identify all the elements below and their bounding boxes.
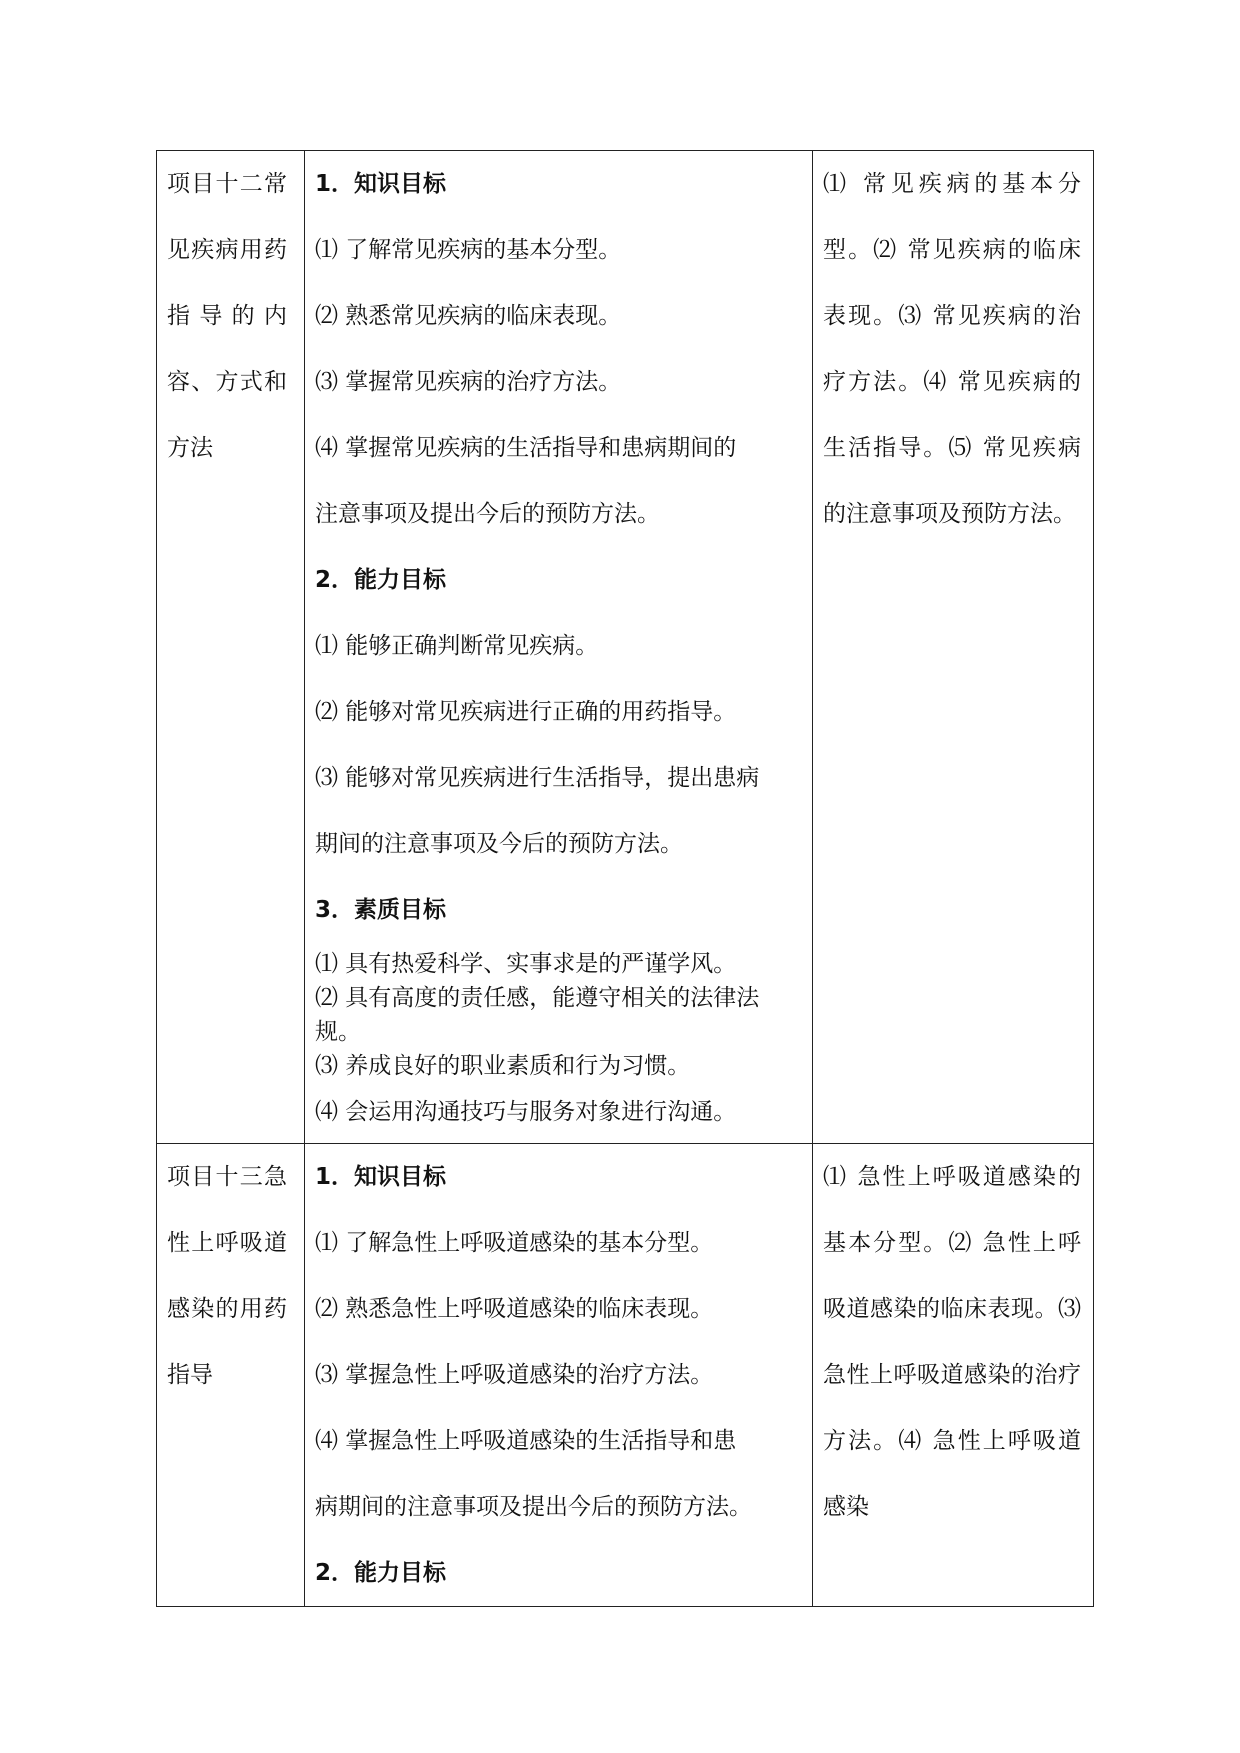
knowledge-heading: 1．知识目标 xyxy=(315,171,447,197)
list-item: ⑵ 熟悉常见疾病的临床表现。 xyxy=(315,303,622,329)
table-row xyxy=(157,151,1094,1144)
list-item: ⑴ 能够正确判断常见疾病。 xyxy=(315,633,599,659)
project-cell xyxy=(157,1144,305,1607)
quality-heading: 3．素质目标 xyxy=(315,897,447,923)
content-cell xyxy=(813,1144,1094,1607)
list-item: 注意事项及提出今后的预防方法。 xyxy=(315,501,660,527)
content-text: ⑴ 常见疾病的基本分型。⑵ 常见疾病的临床表现。⑶ 常见疾病的治疗方法。⑷ 常见疾病的生活指导。⑸ 常见疾病的注意事项及预防方法。 xyxy=(823,171,1081,527)
list-item: ⑵ 具有高度的责任感，能遵守相关的法律法规。 xyxy=(315,985,760,1045)
list-item: 期间的注意事项及今后的预防方法。 xyxy=(315,831,683,857)
project-title: 项目十二常见疾病用药指导的内容、方式和方法 xyxy=(167,171,287,461)
table-row xyxy=(157,1144,1094,1607)
list-item: ⑵ 能够对常见疾病进行正确的用药指导。 xyxy=(315,699,737,725)
project-title: 项目十三急性上呼吸道感染的用药指导 xyxy=(167,1164,287,1388)
quality-list xyxy=(315,943,802,1137)
ability-heading: 2．能力目标 xyxy=(315,1560,447,1586)
list-item: ⑵ 熟悉急性上呼吸道感染的临床表现。 xyxy=(315,1296,714,1322)
knowledge-heading: 1．知识目标 xyxy=(315,1164,447,1190)
list-item: ⑷ 会运用沟通技巧与服务对象进行沟通。 xyxy=(315,1099,737,1125)
content-cell xyxy=(813,151,1094,1144)
objectives-cell xyxy=(305,151,813,1144)
list-item: ⑷ 掌握常见疾病的生活指导和患病期间的 xyxy=(315,435,737,461)
curriculum-table xyxy=(156,150,1094,1607)
list-item: ⑷ 掌握急性上呼吸道感染的生活指导和患 xyxy=(315,1428,737,1454)
list-item: ⑶ 能够对常见疾病进行生活指导，提出患病 xyxy=(315,765,760,791)
list-item: ⑶ 养成良好的职业素质和行为习惯。 xyxy=(315,1053,691,1079)
list-item: ⑴ 具有热爱科学、实事求是的严谨学风。 xyxy=(315,951,737,977)
list-item: ⑴ 了解常见疾病的基本分型。 xyxy=(315,237,622,263)
list-item: ⑶ 掌握常见疾病的治疗方法。 xyxy=(315,369,622,395)
list-item: ⑴ 了解急性上呼吸道感染的基本分型。 xyxy=(315,1230,714,1256)
project-cell xyxy=(157,151,305,1144)
list-item: ⑶ 掌握急性上呼吸道感染的治疗方法。 xyxy=(315,1362,714,1388)
list-item: 病期间的注意事项及提出今后的预防方法。 xyxy=(315,1494,752,1520)
objectives-cell xyxy=(305,1144,813,1607)
ability-heading: 2．能力目标 xyxy=(315,567,447,593)
content-text: ⑴ 急性上呼吸道感染的基本分型。⑵ 急性上呼吸道感染的临床表现。⑶ 急性上呼吸道感染的治疗方法。⑷ 急性上呼吸道感染 xyxy=(823,1164,1081,1520)
